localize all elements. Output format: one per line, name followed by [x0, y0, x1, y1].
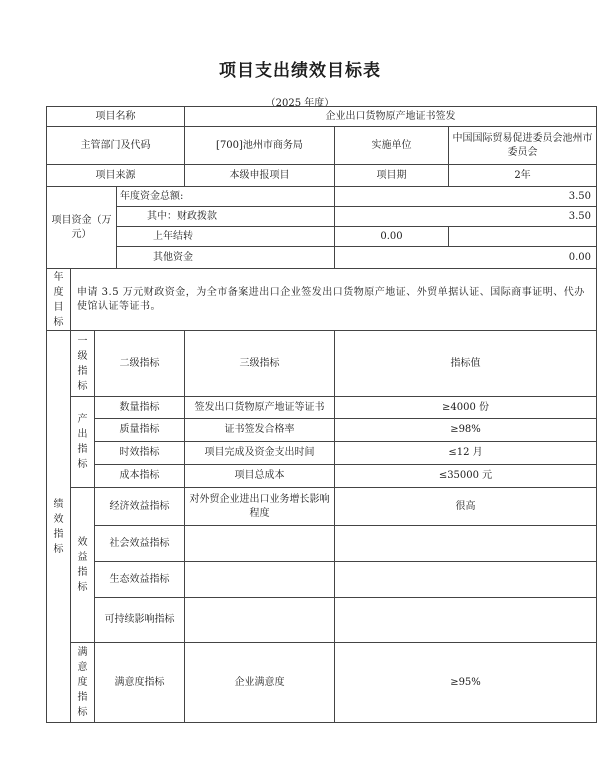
benefit-level2: 社会效益指标 [95, 526, 185, 562]
funds-total-value: 3.50 [335, 187, 597, 207]
level2-header: 二级指标 [95, 331, 185, 397]
funds-fiscal-value: 3.50 [335, 207, 597, 227]
value-header: 指标值 [335, 331, 597, 397]
satisfaction-indicator-label: 满意度指标 [71, 643, 95, 723]
row-output-1 [47, 397, 597, 419]
level1-header: 一级指标 [71, 331, 95, 397]
period-value: 2年 [449, 165, 597, 187]
funds-carryover-empty [449, 227, 597, 247]
row-source [47, 165, 597, 187]
source-label: 项目来源 [47, 165, 185, 187]
funds-fiscal-label: 其中：财政拨款 [117, 207, 335, 227]
benefit-level2: 生态效益指标 [95, 562, 185, 598]
funds-carryover-label: 上年结转 [117, 227, 335, 247]
annual-goal-label: 年度目标 [47, 269, 71, 331]
output-value: ≥4000 份 [335, 397, 597, 419]
funds-total-label: 年度资金总额: [117, 187, 335, 207]
row-output-3 [47, 442, 597, 465]
row-output-4 [47, 465, 597, 488]
output-level3: 项目总成本 [185, 465, 335, 488]
row-perf-header [47, 331, 597, 397]
benefit-level2: 可持续影响指标 [95, 598, 185, 643]
dept-label: 主管部门及代码 [47, 127, 185, 165]
output-value: ≥98% [335, 419, 597, 442]
output-level2: 质量指标 [95, 419, 185, 442]
output-value: ≤35000 元 [335, 465, 597, 488]
benefit-value [335, 526, 597, 562]
output-indicator-label: 产出指标 [71, 397, 95, 488]
row-benefit-2 [47, 526, 597, 562]
performance-label: 绩效指标 [47, 331, 71, 723]
funds-label: 项目资金（万元） [47, 187, 117, 269]
funds-other-value: 0.00 [335, 247, 597, 269]
output-level3: 证书签发合格率 [185, 419, 335, 442]
output-value: ≤12 月 [335, 442, 597, 465]
row-funds-carryover [47, 227, 597, 247]
output-level3: 项目完成及资金支出时间 [185, 442, 335, 465]
benefit-value [335, 598, 597, 643]
row-satisfaction-1 [47, 643, 597, 723]
performance-target-table [46, 106, 597, 723]
funds-other-label: 其他资金 [117, 247, 335, 269]
benefit-level3 [185, 526, 335, 562]
document-year: （2025 年度） [265, 98, 335, 109]
output-level2: 成本指标 [95, 465, 185, 488]
row-department [47, 127, 597, 165]
row-funds-other [47, 247, 597, 269]
row-output-2 [47, 419, 597, 442]
row-funds-total [47, 187, 597, 207]
project-name-label: 项目名称 [47, 107, 185, 127]
satisfaction-level3: 企业满意度 [185, 643, 335, 723]
dept-value: [700]池州市商务局 [185, 127, 335, 165]
output-level2: 数量指标 [95, 397, 185, 419]
benefit-value [335, 562, 597, 598]
benefit-level3: 对外贸企业进出口业务增长影响程度 [185, 488, 335, 526]
benefit-level2: 经济效益指标 [95, 488, 185, 526]
row-annual-goal [47, 269, 597, 331]
annual-goal-text: 申请 3.5 万元财政资金，为全市备案进出口企业签发出口货物原产地证、外贸单据认证、国际商事证明、代办使馆认证等证书。 [71, 269, 597, 331]
benefit-level3 [185, 598, 335, 643]
satisfaction-value: ≥95% [335, 643, 597, 723]
benefit-value: 很高 [335, 488, 597, 526]
impl-unit-label: 实施单位 [335, 127, 449, 165]
level3-header: 三级指标 [185, 331, 335, 397]
funds-carryover-value: 0.00 [335, 227, 449, 247]
source-value: 本级申报项目 [185, 165, 335, 187]
output-level3: 签发出口货物原产地证等证书 [185, 397, 335, 419]
row-benefit-3 [47, 562, 597, 598]
benefit-indicator-label: 效益指标 [71, 488, 95, 643]
row-benefit-1 [47, 488, 597, 526]
row-project-name [47, 107, 597, 127]
satisfaction-level2: 满意度指标 [95, 643, 185, 723]
project-name-value: 企业出口货物原产地证书签发 [185, 107, 597, 127]
row-benefit-4 [47, 598, 597, 643]
period-label: 项目期 [335, 165, 449, 187]
row-funds-fiscal [47, 207, 597, 227]
benefit-level3 [185, 562, 335, 598]
impl-unit-value: 中国国际贸易促进委员会池州市委员会 [449, 127, 597, 165]
output-level2: 时效指标 [95, 442, 185, 465]
document-title: 项目支出绩效目标表 [219, 61, 381, 81]
